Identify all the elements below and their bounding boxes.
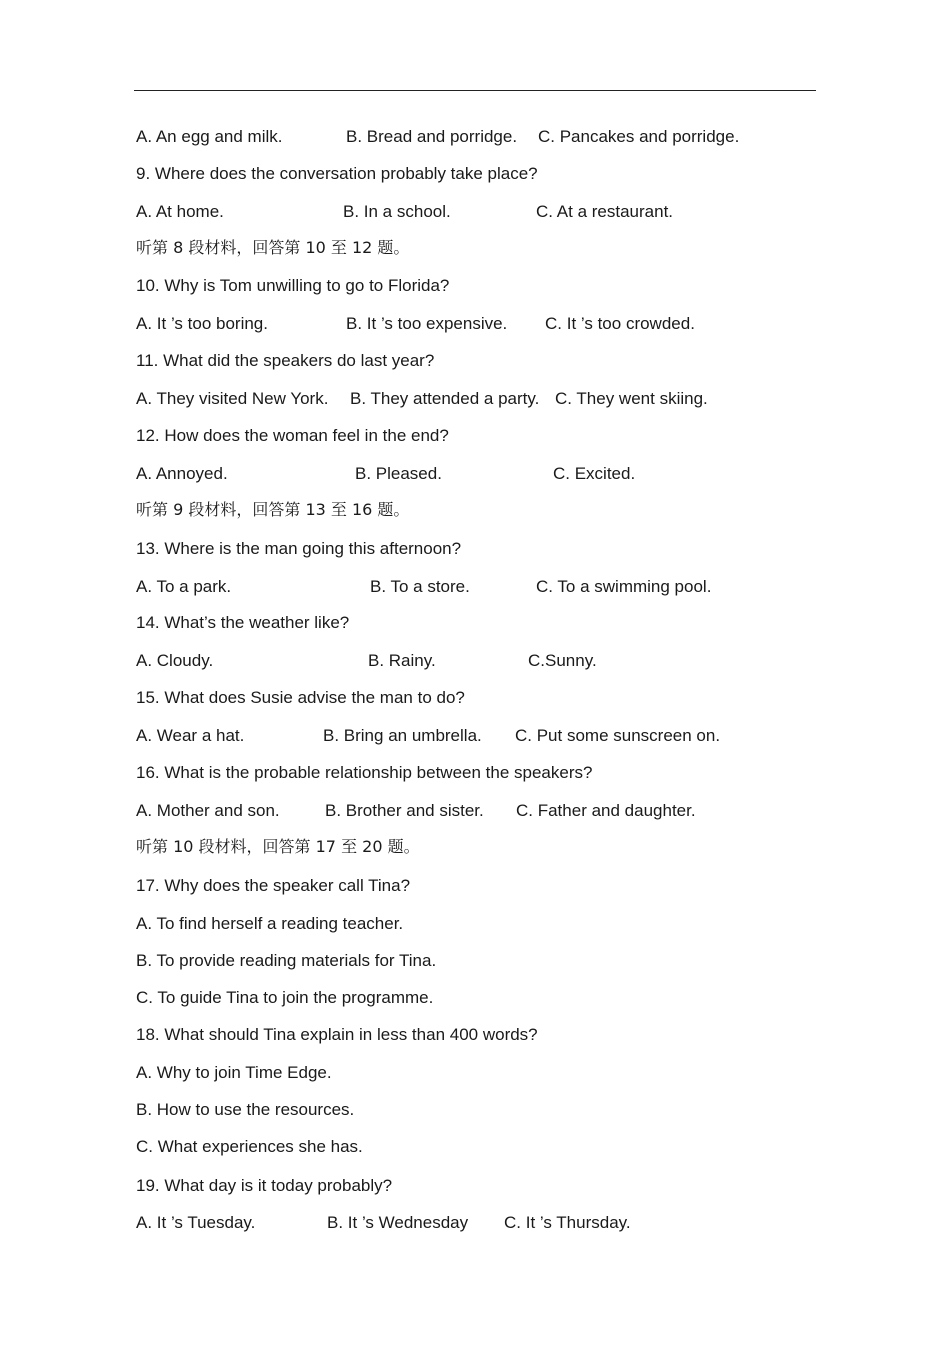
q19-options — [136, 1213, 631, 1293]
q14-option-b: B. Rainy. — [368, 651, 436, 670]
q17-option-a: A. To find herself a reading teacher. — [136, 914, 404, 933]
q10-option-c: C. It ’s too crowded. — [545, 314, 695, 333]
q11-option-b: B. They attended a party. — [350, 389, 540, 408]
q12-option-a: A. Annoyed. — [136, 464, 228, 483]
q8-option-c: C. Pancakes and porridge. — [538, 127, 740, 146]
q9-option-a: A. At home. — [136, 202, 224, 221]
q17-option-b: B. To provide reading materials for Tina. — [136, 951, 437, 970]
q16-option-a: A. Mother and son. — [136, 801, 280, 820]
q10-question: 10. Why is Tom unwilling to go to Florida? — [136, 276, 450, 295]
q18-question: 18. What should Tina explain in less than 400 words? — [136, 1025, 538, 1044]
q15-question: 15. What does Susie advise the man to do? — [136, 688, 465, 707]
q9-question: 9. Where does the conversation probably take place? — [136, 164, 538, 183]
q16-question: 16. What is the probable relationship between the speakers? — [136, 763, 593, 782]
q8-option-b: B. Bread and porridge. — [346, 127, 518, 146]
q17-question: 17. Why does the speaker call Tina? — [136, 876, 411, 895]
q16-option-c: C. Father and daughter. — [516, 801, 696, 820]
q13-option-c: C. To a swimming pool. — [536, 577, 712, 596]
q9-option-b: B. In a school. — [343, 202, 451, 221]
q12-question: 12. How does the woman feel in the end? — [136, 426, 449, 445]
q13-option-a: A. To a park. — [136, 577, 232, 596]
q19-option-a: A. It ’s Tuesday. — [136, 1213, 256, 1232]
q11-question: 11. What did the speakers do last year? — [136, 351, 435, 370]
q14-option-c: C.Sunny. — [528, 651, 597, 670]
q19-question: 19. What day is it today probably? — [136, 1176, 393, 1195]
section-8-instruction: 听第 8 段材料，回答第 10 至 12 题。 — [136, 238, 410, 257]
q9-option-c: C. At a restaurant. — [536, 202, 674, 221]
q15-option-c: C. Put some sunscreen on. — [515, 726, 721, 745]
q10-option-b: B. It ’s too expensive. — [346, 314, 508, 333]
q8-option-a: A. An egg and milk. — [136, 127, 283, 146]
q12-option-c: C. Excited. — [553, 464, 636, 483]
q19-option-c: C. It ’s Thursday. — [504, 1213, 631, 1232]
q11-option-c: C. They went skiing. — [555, 389, 708, 408]
q12-option-b: B. Pleased. — [355, 464, 442, 483]
q10-option-a: A. It ’s too boring. — [136, 314, 268, 333]
section-10-instruction: 听第 10 段材料，回答第 17 至 20 题。 — [136, 837, 420, 856]
q14-option-a: A. Cloudy. — [136, 651, 214, 670]
q18-option-c: C. What experiences she has. — [136, 1137, 363, 1156]
q15-option-b: B. Bring an umbrella. — [323, 726, 482, 745]
section-9-instruction: 听第 9 段材料，回答第 13 至 16 题。 — [136, 500, 410, 519]
q17-option-c: C. To guide Tina to join the programme. — [136, 988, 434, 1007]
q13-option-b: B. To a store. — [370, 577, 470, 596]
q13-question: 13. Where is the man going this afternoon? — [136, 539, 462, 558]
q16-option-b: B. Brother and sister. — [325, 801, 484, 820]
q11-option-a: A. They visited New York. — [136, 389, 329, 408]
header-rule — [134, 90, 816, 91]
q19-option-b: B. It ’s Wednesday — [327, 1213, 469, 1232]
q15-option-a: A. Wear a hat. — [136, 726, 245, 745]
q18-option-b: B. How to use the resources. — [136, 1100, 355, 1119]
q14-question: 14. What’s the weather like? — [136, 613, 350, 632]
q18-option-a: A. Why to join Time Edge. — [136, 1063, 332, 1082]
